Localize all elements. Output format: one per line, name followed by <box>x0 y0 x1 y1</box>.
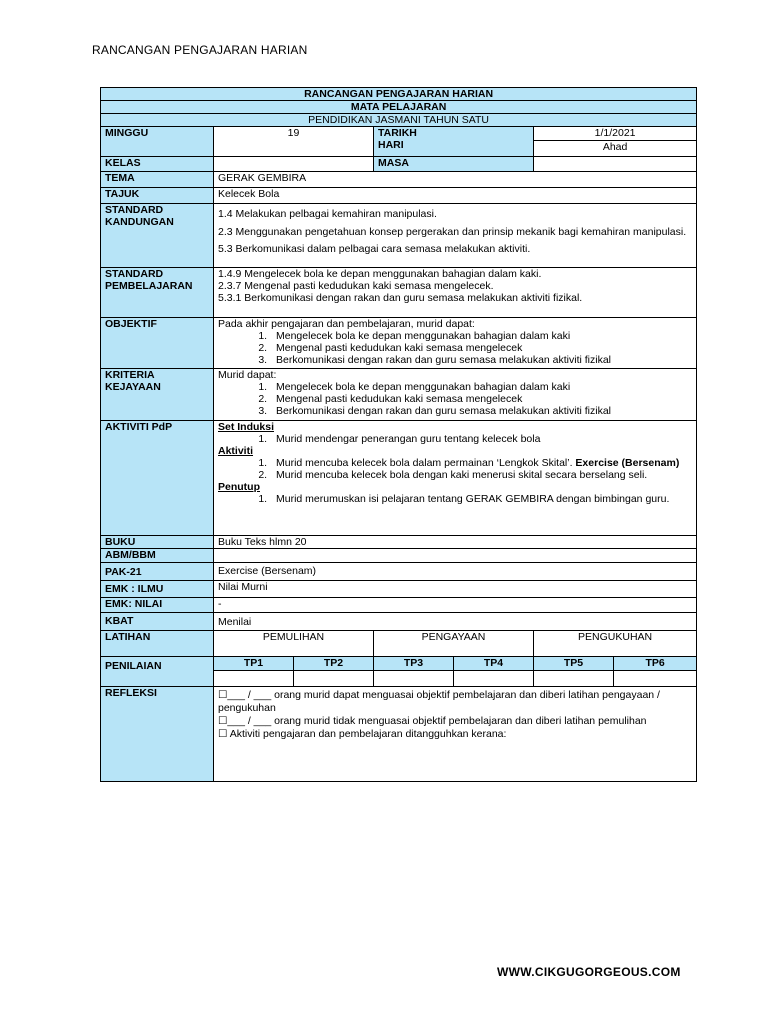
tp6-header: TP6 <box>614 657 697 671</box>
emk-nilai-value: - <box>214 598 697 613</box>
abm-value <box>214 549 697 563</box>
sk-item: 2.3 Menggunakan pengetahuan konsep pergerakan dan prinsip mekanik bagi kemahiran manipulasi. <box>218 225 687 238</box>
tp3-header: TP3 <box>374 657 454 671</box>
penutup-heading: Penutup <box>218 481 260 493</box>
sp-item: 1.4.9 Mengelecek bola ke depan menggunakan bahagian dalam kaki. <box>218 268 542 280</box>
kriteria-label-line2: KEJAYAAN <box>105 381 161 393</box>
set-induksi-item: 1. Murid mendengar penerangan guru tentang kelecek bola <box>270 433 692 445</box>
kriteria-item: 3. Berkomunikasi dengan rakan dan guru semasa melakukan aktiviti fizikal <box>270 405 692 417</box>
tp5-header: TP5 <box>534 657 614 671</box>
kelas-label: KELAS <box>101 157 214 172</box>
emk-ilmu-label: EMK : ILMU <box>101 581 214 598</box>
latihan-label: LATIHAN <box>101 631 214 657</box>
penutup-item: 1. Murid merumuskan isi pelajaran tentang GERAK GEMBIRA dengan bimbingan guru. <box>270 493 692 505</box>
kriteria-item: 2. Mengenal pasti kedudukan kaki semasa mengelecek <box>270 393 692 405</box>
masa-value <box>534 157 697 172</box>
sk-label-line2: KANDUNGAN <box>105 216 174 228</box>
sk-item: 1.4 Melakukan pelbagai kemahiran manipulasi. <box>218 208 437 220</box>
masa-label: MASA <box>374 157 534 172</box>
emk-ilmu-value: Nilai Murni <box>214 581 697 598</box>
pak21-value: Exercise (Bersenam) <box>214 563 697 581</box>
subject-value: PENDIDIKAN JASMANI TAHUN SATU <box>101 114 697 127</box>
tp2-header: TP2 <box>294 657 374 671</box>
objektif-label: OBJEKTIF <box>101 318 214 369</box>
emk-nilai-label: EMK: NILAI <box>101 598 214 613</box>
kriteria-kejayaan-value <box>214 369 697 421</box>
buku-value: Buku Teks hlmn 20 <box>214 536 697 549</box>
abm-label: ABM/BBM <box>101 549 214 563</box>
aktiviti-item-bold: Exercise (Bersenam) <box>575 457 680 469</box>
tajuk-label: TAJUK <box>101 188 214 204</box>
objektif-intro: Pada akhir pengajaran dan pembelajaran, murid dapat: <box>218 318 475 330</box>
tp3-cell <box>374 671 454 687</box>
latihan-pemulihan: PEMULIHAN <box>214 631 374 657</box>
objektif-value <box>214 318 697 369</box>
tarikh-hari-label <box>374 127 534 157</box>
minggu-value: 19 <box>214 127 374 157</box>
tp1-header: TP1 <box>214 657 294 671</box>
standard-pembelajaran-label <box>101 268 214 318</box>
sp-label-line1: STANDARD <box>105 268 164 280</box>
sp-label-line2: PEMBELAJARAN <box>105 280 193 292</box>
lesson-plan-table <box>100 87 697 782</box>
refleksi-label: REFLEKSI <box>101 687 214 782</box>
tp1-cell <box>214 671 294 687</box>
sp-item: 5.3.1 Berkomunikasi dengan rakan dan guru semasa melakukan aktiviti fizikal. <box>218 292 583 304</box>
sk-label-line1: STANDARD <box>105 204 164 216</box>
kriteria-label-line1: KRITERIA <box>105 369 155 381</box>
refleksi-line-2: ☐___ / ___ orang murid tidak menguasai objektif pembelajaran dan diberi latihan pemulihan <box>218 715 647 727</box>
subject-label: MATA PELAJARAN <box>101 101 697 114</box>
tp5-cell <box>534 671 614 687</box>
kriteria-intro: Murid dapat: <box>218 369 277 381</box>
tp2-cell <box>294 671 374 687</box>
hari-label: HARI <box>378 139 404 151</box>
pak21-label: PAK-21 <box>101 563 214 581</box>
tp4-header: TP4 <box>454 657 534 671</box>
aktiviti-pdp-label: AKTIVITI PdP <box>101 421 214 536</box>
aktiviti-item-text: Murid mencuba kelecek bola dalam permainan ‘Lengkok Skital’. <box>276 457 573 469</box>
objektif-item: 2. Mengenal pasti kedudukan kaki semasa mengelecek <box>270 342 692 354</box>
footer-website: WWW.CIKGUGORGEOUS.COM <box>497 965 681 979</box>
aktiviti-item <box>270 457 692 469</box>
kriteria-item: 1. Mengelecek bola ke depan menggunakan bahagian dalam kaki <box>270 381 692 393</box>
kbat-label: KBAT <box>101 613 214 631</box>
sk-item: 5.3 Berkomunikasi dalam pelbagai cara semasa melakukan aktiviti. <box>218 243 531 255</box>
standard-kandungan-label <box>101 204 214 268</box>
aktiviti-heading: Aktiviti <box>218 445 254 457</box>
standard-kandungan-value <box>214 204 697 268</box>
set-induksi-heading: Set Induksi <box>218 421 275 433</box>
tajuk-value: Kelecek Bola <box>214 188 697 204</box>
tema-value: GERAK GEMBIRA <box>214 172 697 188</box>
aktiviti-item: 2. Murid mencuba kelecek bola dengan kaki menerusi skital secara berselang seli. <box>270 469 692 481</box>
penilaian-label: PENILAIAN <box>101 657 214 687</box>
tarikh-label: TARIKH <box>378 127 417 139</box>
document-header: RANCANGAN PENGAJARAN HARIAN <box>92 43 308 57</box>
refleksi-line-1: ☐___ / ___ orang murid dapat menguasai objektif pembelajaran dan diberi latihan pengayaan / pengukuhan <box>218 689 660 714</box>
kelas-value <box>214 157 374 172</box>
kriteria-kejayaan-label <box>101 369 214 421</box>
latihan-pengayaan: PENGAYAAN <box>374 631 534 657</box>
sp-item: 2.3.7 Mengenal pasti kedudukan kaki semasa mengelecek. <box>218 280 494 292</box>
aktiviti-pdp-value <box>214 421 697 536</box>
latihan-pengukuhan: PENGUKUHAN <box>534 631 697 657</box>
hari-value: Ahad <box>534 141 697 157</box>
tp6-cell <box>614 671 697 687</box>
tarikh-value: 1/1/2021 <box>534 127 697 141</box>
refleksi-line-3: ☐ Aktiviti pengajaran dan pembelajaran ditangguhkan kerana: <box>218 728 507 740</box>
tp4-cell <box>454 671 534 687</box>
standard-pembelajaran-value <box>214 268 697 318</box>
refleksi-value <box>214 687 697 782</box>
tema-label: TEMA <box>101 172 214 188</box>
objektif-item: 3. Berkomunikasi dengan rakan dan guru semasa melakukan aktiviti fizikal <box>270 354 692 366</box>
minggu-label: MINGGU <box>101 127 214 157</box>
table-title: RANCANGAN PENGAJARAN HARIAN <box>101 88 697 101</box>
kbat-value: Menilai <box>214 613 697 631</box>
objektif-item: 1. Mengelecek bola ke depan menggunakan bahagian dalam kaki <box>270 330 692 342</box>
buku-label: BUKU <box>101 536 214 549</box>
